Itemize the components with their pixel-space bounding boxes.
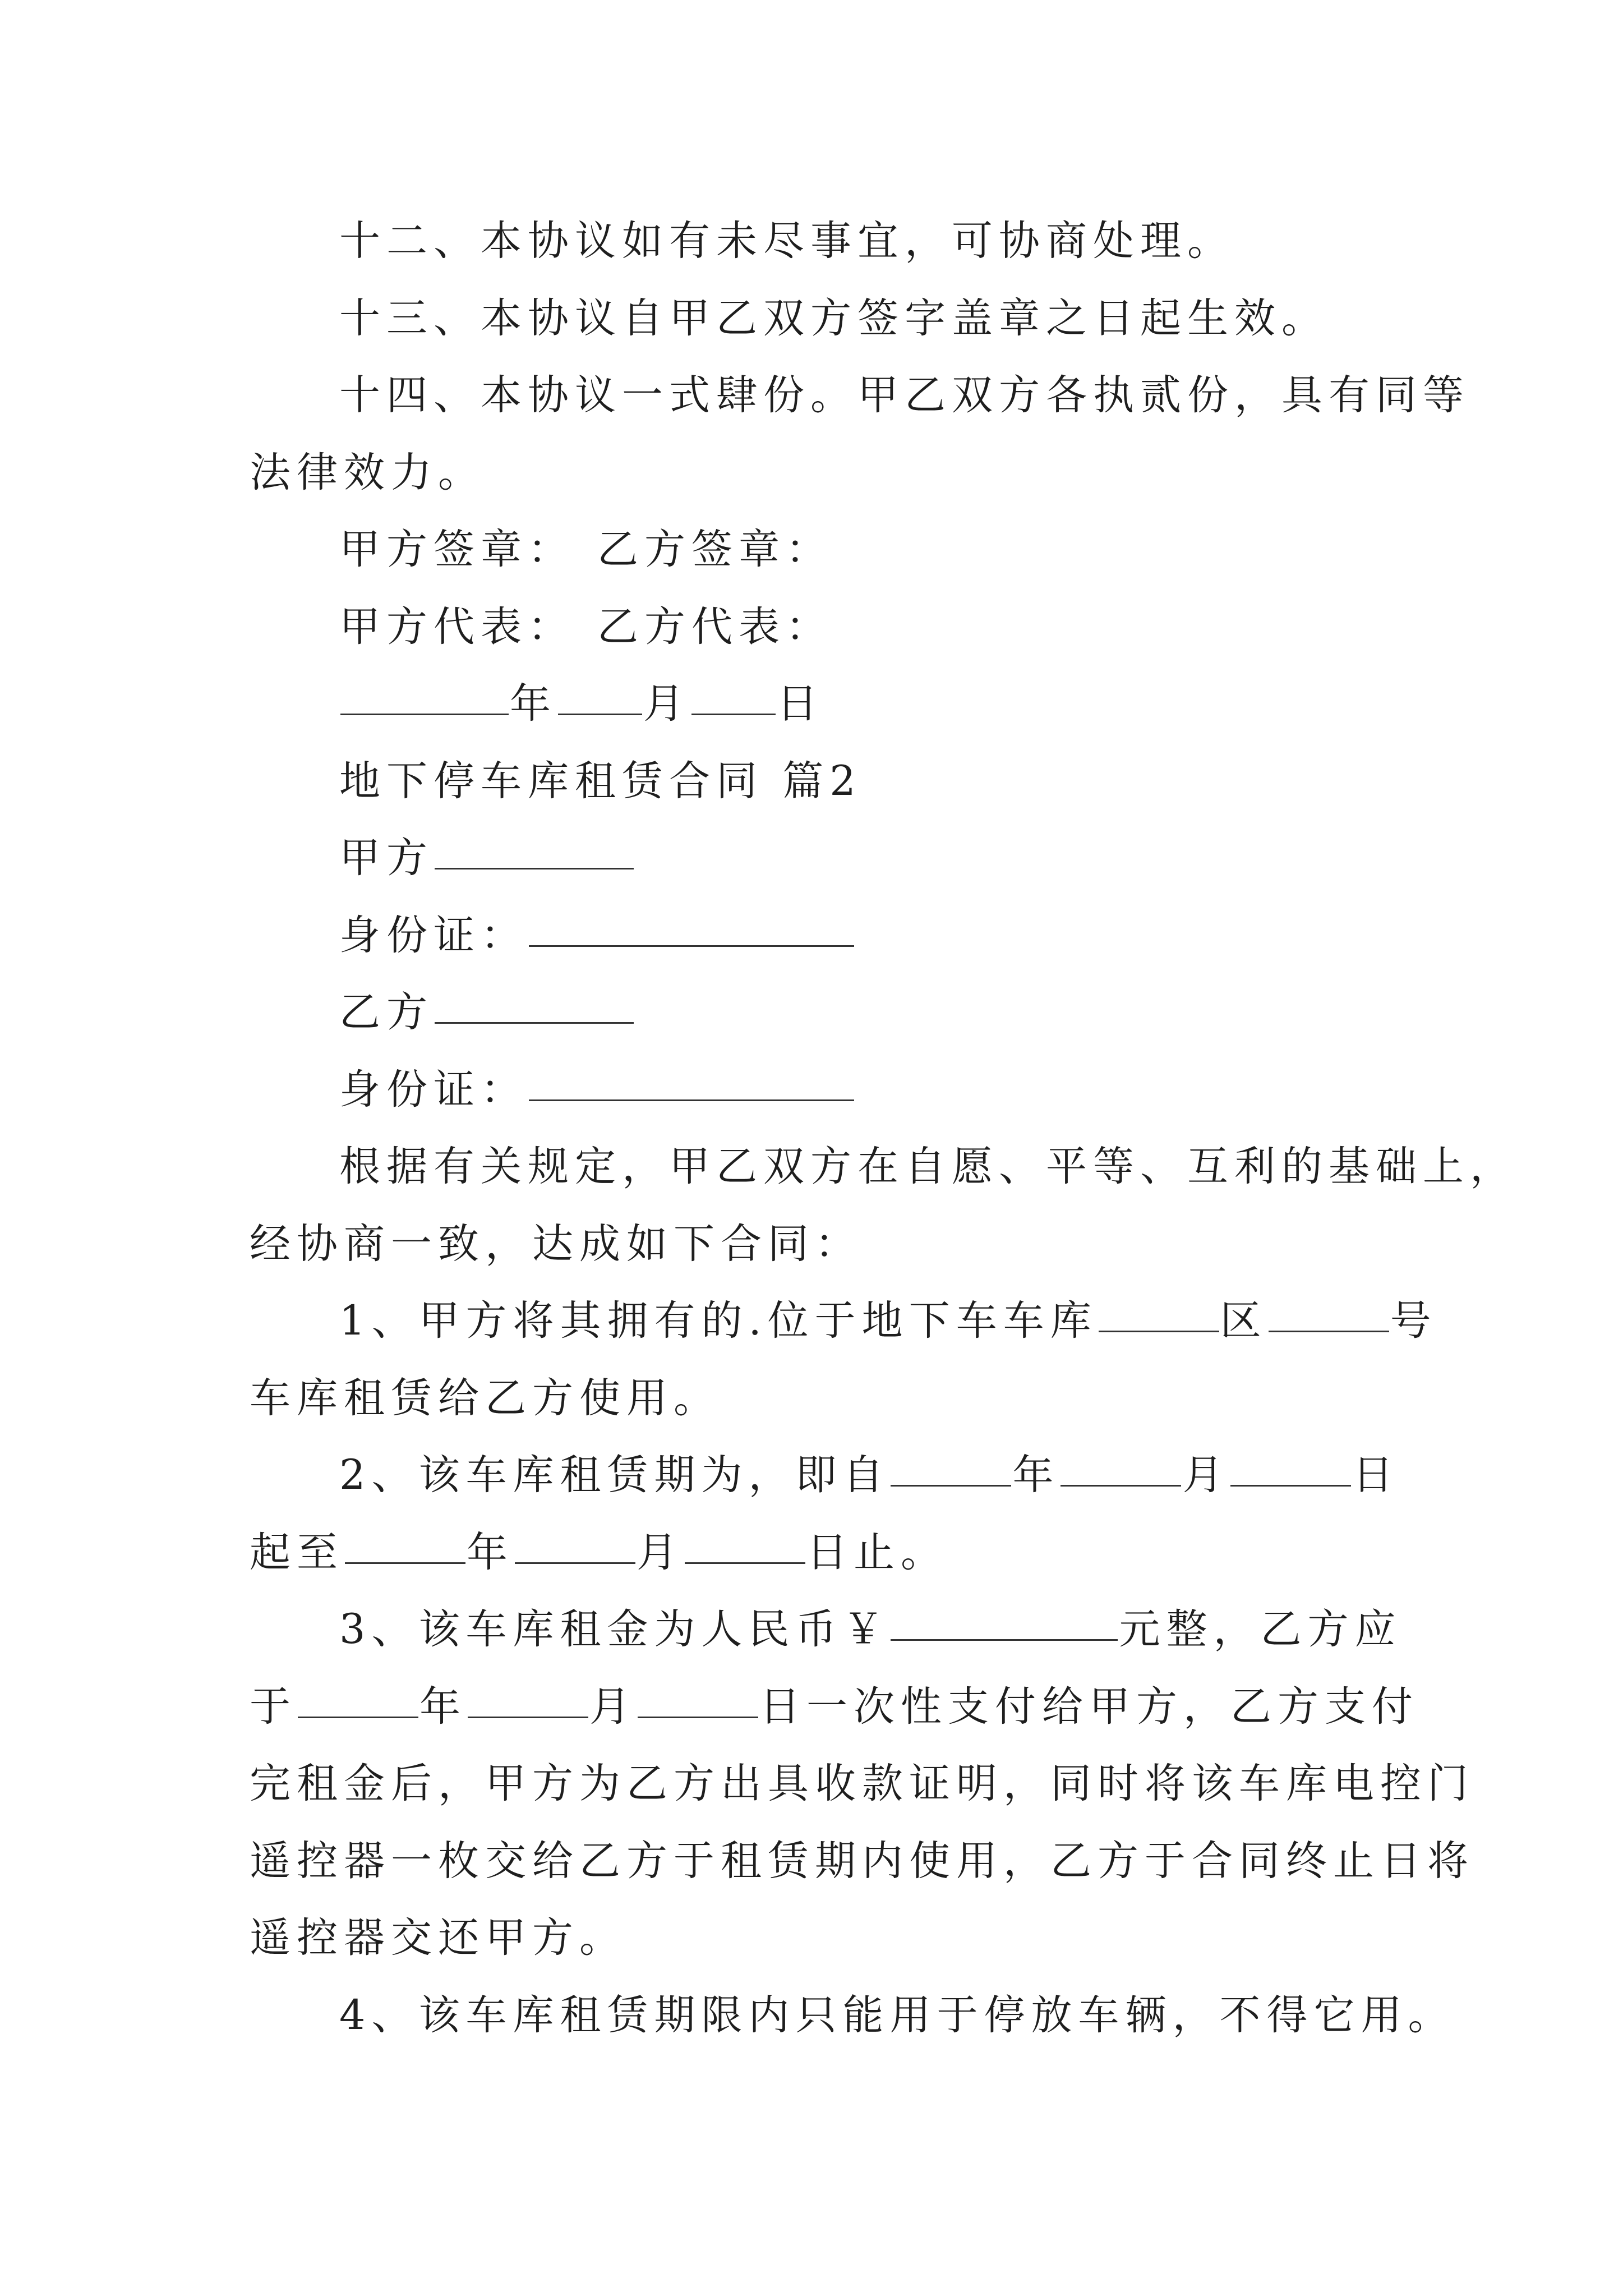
end-day-blank [685, 1562, 805, 1564]
start-month-blank [1061, 1485, 1181, 1487]
start-day-label: 日 [1352, 1451, 1400, 1499]
month-label: 月 [643, 680, 690, 728]
clause-14-line-2: 法律效力。 [250, 449, 485, 496]
clause-1-line-1 [339, 1293, 1437, 1349]
start-day-blank [1230, 1485, 1351, 1487]
year-label: 年 [510, 680, 557, 728]
party-a-signature-label: 甲方签章： [339, 526, 575, 573]
clause-3-line-5: 遥控器交还甲方。 [250, 1914, 626, 1962]
pay-date-prefix: 于 [250, 1683, 297, 1731]
section-title: 地下停车库租赁合同 篇2 [339, 757, 862, 805]
end-month-blank [515, 1562, 635, 1564]
party-b-id-blank [529, 1099, 854, 1101]
party-b-signature-label: 乙方签章： [597, 526, 833, 573]
party-a-blank [435, 868, 634, 869]
number-blank [1269, 1331, 1389, 1332]
party-b-label: 乙方 [339, 988, 434, 1036]
clause-3-line-4: 遥控器一枚交给乙方于租赁期内使用，乙方于合同终止日将 [250, 1837, 1474, 1885]
day-label: 日 [777, 680, 824, 728]
zone-label: 区 [1220, 1297, 1267, 1345]
signature-line [339, 522, 833, 578]
intro-line-1: 根据有关规定，甲乙双方在自愿、平等、互利的基础上， [339, 1143, 1517, 1190]
party-b-id-line [339, 1062, 855, 1118]
clause-2-line-2 [250, 1525, 948, 1581]
pay-month-blank [468, 1717, 588, 1718]
intro-line-2: 经协商一致，达成如下合同： [250, 1220, 862, 1268]
pay-day-text: 日一次性支付给甲方，乙方支付 [759, 1683, 1419, 1731]
end-year-blank [345, 1562, 465, 1564]
clause-1-text: 1、甲方将其拥有的.位于地下车车库 [339, 1297, 1098, 1345]
clause-12: 十二、本协议如有未尽事宜，可协商处理。 [339, 217, 1234, 265]
party-b-id-label: 身份证： [339, 1066, 528, 1114]
pay-day-blank [638, 1717, 758, 1718]
party-a-id-line [339, 908, 855, 964]
clause-2-text: 2、该车库租赁期为，即自 [339, 1451, 890, 1499]
start-year-blank [891, 1485, 1011, 1487]
clause-3-line-1 [339, 1602, 1401, 1658]
clause-3-line-3: 完租金后，甲方为乙方出具收款证明，同时将该车库电控门 [250, 1760, 1474, 1807]
start-month-label: 月 [1182, 1451, 1230, 1499]
representative-line [339, 599, 833, 655]
clause-4: 4、该车库租赁期限内只能用于停放车辆，不得它用。 [339, 1991, 1455, 2039]
party-a-representative-label: 甲方代表： [339, 603, 575, 651]
rent-amount-suffix: 元整，乙方应 [1119, 1605, 1402, 1653]
clause-14-line-1: 十四、本协议一式肆份。甲乙双方各执贰份，具有同等 [339, 371, 1470, 419]
clause-3-line-2 [250, 1679, 1419, 1735]
party-a-line [339, 830, 635, 886]
party-b-representative-label: 乙方代表： [597, 603, 833, 651]
pay-year-blank [298, 1717, 418, 1718]
end-year-label: 年 [467, 1529, 514, 1576]
party-a-label: 甲方 [339, 834, 434, 882]
zone-blank [1099, 1331, 1219, 1332]
party-a-id-label: 身份证： [339, 912, 528, 959]
until-label: 起至 [250, 1529, 344, 1576]
clause-1-line-2: 车库租赁给乙方使用。 [250, 1374, 721, 1422]
year-blank [340, 714, 509, 715]
rent-amount-blank [891, 1639, 1118, 1641]
party-a-id-blank [529, 945, 854, 947]
month-blank [558, 714, 642, 715]
clause-13: 十三、本协议自甲乙双方签字盖章之日起生效。 [339, 295, 1329, 342]
pay-month-label: 月 [589, 1683, 637, 1731]
start-year-label: 年 [1012, 1451, 1060, 1499]
party-b-blank [435, 1022, 634, 1024]
number-label: 号 [1390, 1297, 1437, 1345]
clause-3-text: 3、该车库租金为人民币￥ [339, 1605, 890, 1653]
clause-2-line-1 [339, 1447, 1399, 1503]
end-month-label: 月 [637, 1529, 684, 1576]
day-blank [691, 714, 776, 715]
end-day-label: 日止。 [806, 1529, 948, 1576]
party-b-line [339, 984, 635, 1041]
pay-year-label: 年 [419, 1683, 467, 1731]
date-line [339, 676, 824, 732]
